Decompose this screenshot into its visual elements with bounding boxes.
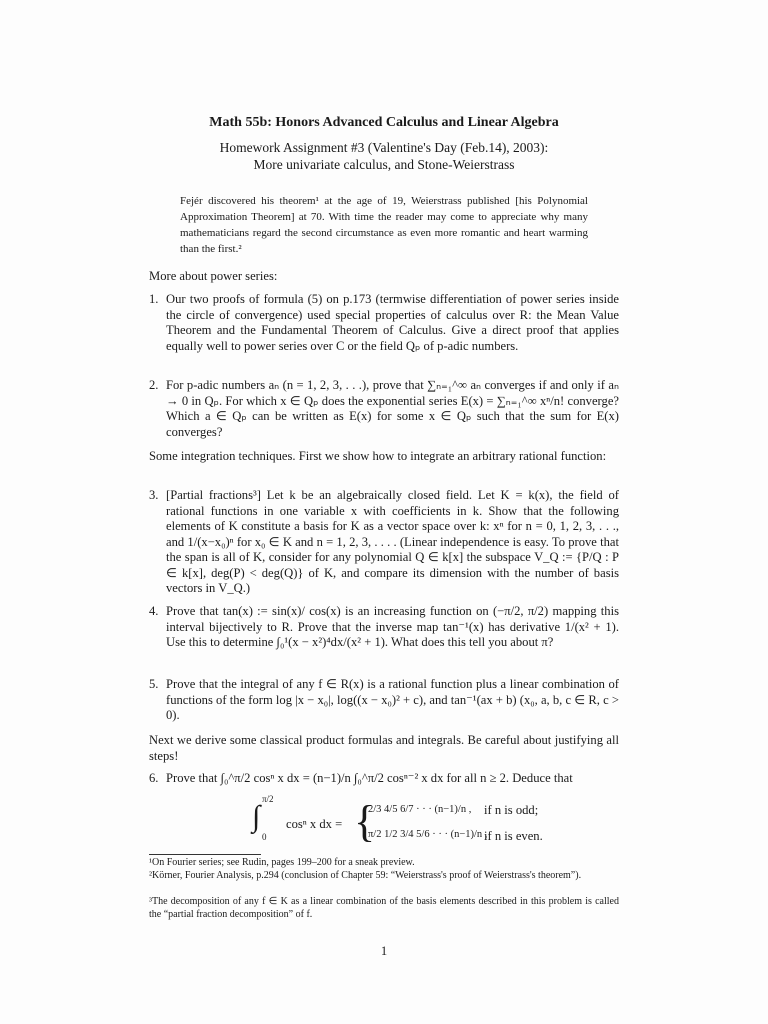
problem-number: 5. (149, 677, 159, 691)
problem-1 (149, 292, 619, 372)
footnote-1: ¹On Fourier series; see Rudin, pages 199–200 for a sneak preview. (149, 857, 415, 868)
case-odd-expression: 2/3 4/5 6/7 · · · (n−1)/n , (368, 804, 472, 815)
integral-lower-limit: 0 (262, 832, 267, 842)
cases-brace: { (354, 797, 376, 846)
problem-number: 6. (149, 771, 159, 785)
section-products: Next we derive some classical product formulas and integrals. Be careful about justifying all steps! (149, 733, 619, 763)
problem-5 (149, 677, 619, 725)
problem-text: [Partial fractions³] Let k be an algebraically closed field. Let K = k(x), the field of rational functions in one variable x with coefficients in k. Show that the following elements of K constitute a basis for K as a vector space over k: xⁿ for n = 0, 1, 2, 3, . . ., and 1/(x−x₀)ⁿ for x₀ ∈ K and n = 1, 2, 3, . . . . (Linear independence is easy. To prove that the span is all of K, consider for any polynomial Q ∈ k[x] the subspace V_Q := {P/Q : P ∈ k[x], deg(P) < deg(Q)} of K, and compare its dimension with the number of basis vectors in V_Q.) (166, 488, 619, 595)
problem-number: 4. (149, 604, 159, 618)
case-even-expression: π/2 1/2 3/4 5/6 · · · (n−1)/n , (368, 829, 488, 840)
problem-text: Our two proofs of formula (5) on p.173 (termwise differentiation of power series inside the circle of convergence) used special properties of calculus over R: the Mean Value Theorem and the Fundamental Theorem of Calculus. Give a direct proof that applies equally well to power series over C or the field Qₚ of p-adic numbers. (166, 292, 619, 353)
problem-6 (149, 771, 619, 789)
section-power-series: More about power series: (149, 269, 278, 283)
assignment-line: Homework Assignment #3 (Valentine's Day (Feb.14), 2003): (219, 140, 549, 155)
section-integration: Some integration techniques. First we show how to integrate an arbitrary rational function: (149, 449, 607, 463)
epigraph: Fejér discovered his theorem¹ at the age of 19, Weierstrass published [his Polynomial Approximation Theorem] at 70. With time the reader may come to appreciate why many mathematicians regard the second circumstance as even more romantic and heart warming than the first.² (180, 195, 588, 255)
document-title: Math 55b: Honors Advanced Calculus and Linear Algebra (209, 115, 559, 130)
problem-3 (149, 488, 619, 598)
problem-4 (149, 604, 619, 668)
page-number: 1 (380, 944, 388, 958)
problem-text: Prove that ∫₀^π/2 cosⁿ x dx = (n−1)/n ∫₀^π/2 cosⁿ⁻² x dx for all n ≥ 2. Deduce that (166, 771, 573, 785)
problem-2 (149, 378, 619, 440)
problem-number: 1. (149, 292, 159, 306)
case-even-condition: if n is even. (484, 829, 543, 843)
integral-sign: ∫ (252, 800, 261, 833)
problem-text: Prove that the integral of any f ∈ R(x) is a rational function plus a linear combination of functions of the form log |x − x₀|, log((x − x₀)² + c), and tan⁻¹(ax + b) (x₀, a, b, c ∈ R, c > 0). (166, 677, 619, 722)
problem-text: For p-adic numbers aₙ (n = 1, 2, 3, . . .), prove that ∑ₙ₌₁^∞ aₙ converges if and only if aₙ → 0 in Qₚ. For which x ∈ Qₚ does the exponential series E(x) = ∑ₙ₌₁^∞ xⁿ/n! converge? Which a ∈ Qₚ can be written as E(x) for some x ∈ Qₚ such that the sum for E(x) converges? (166, 378, 619, 439)
assignment-subtitle: More univariate calculus, and Stone-Weierstrass (253, 157, 515, 172)
problem-number: 3. (149, 488, 159, 502)
integral-upper-limit: π/2 (262, 794, 274, 804)
integrand: cosⁿ x dx = (286, 817, 343, 831)
footnote-divider (149, 854, 261, 855)
problem-text: Prove that tan(x) := sin(x)/ cos(x) is an increasing function on (−π/2, π/2) mapping this interval bijectively to R. Prove that the inverse map tan⁻¹(x) has derivative 1/(x² + 1). Use this to determine ∫₀¹(x − x²)⁴dx/(x² + 1). What does this tell you about π? (166, 604, 619, 649)
footnote-3: ³The decomposition of any f ∈ K as a linear combination of the basis elements described in this problem is called the “partial fraction decomposition” of f. (149, 896, 619, 920)
problem-number: 2. (149, 378, 159, 392)
footnote-2: ²Körner, Fourier Analysis, p.294 (conclusion of Chapter 59: “Weierstrass's proof of Weierstrass's theorem”). (149, 870, 582, 881)
case-odd-condition: if n is odd; (484, 803, 539, 817)
